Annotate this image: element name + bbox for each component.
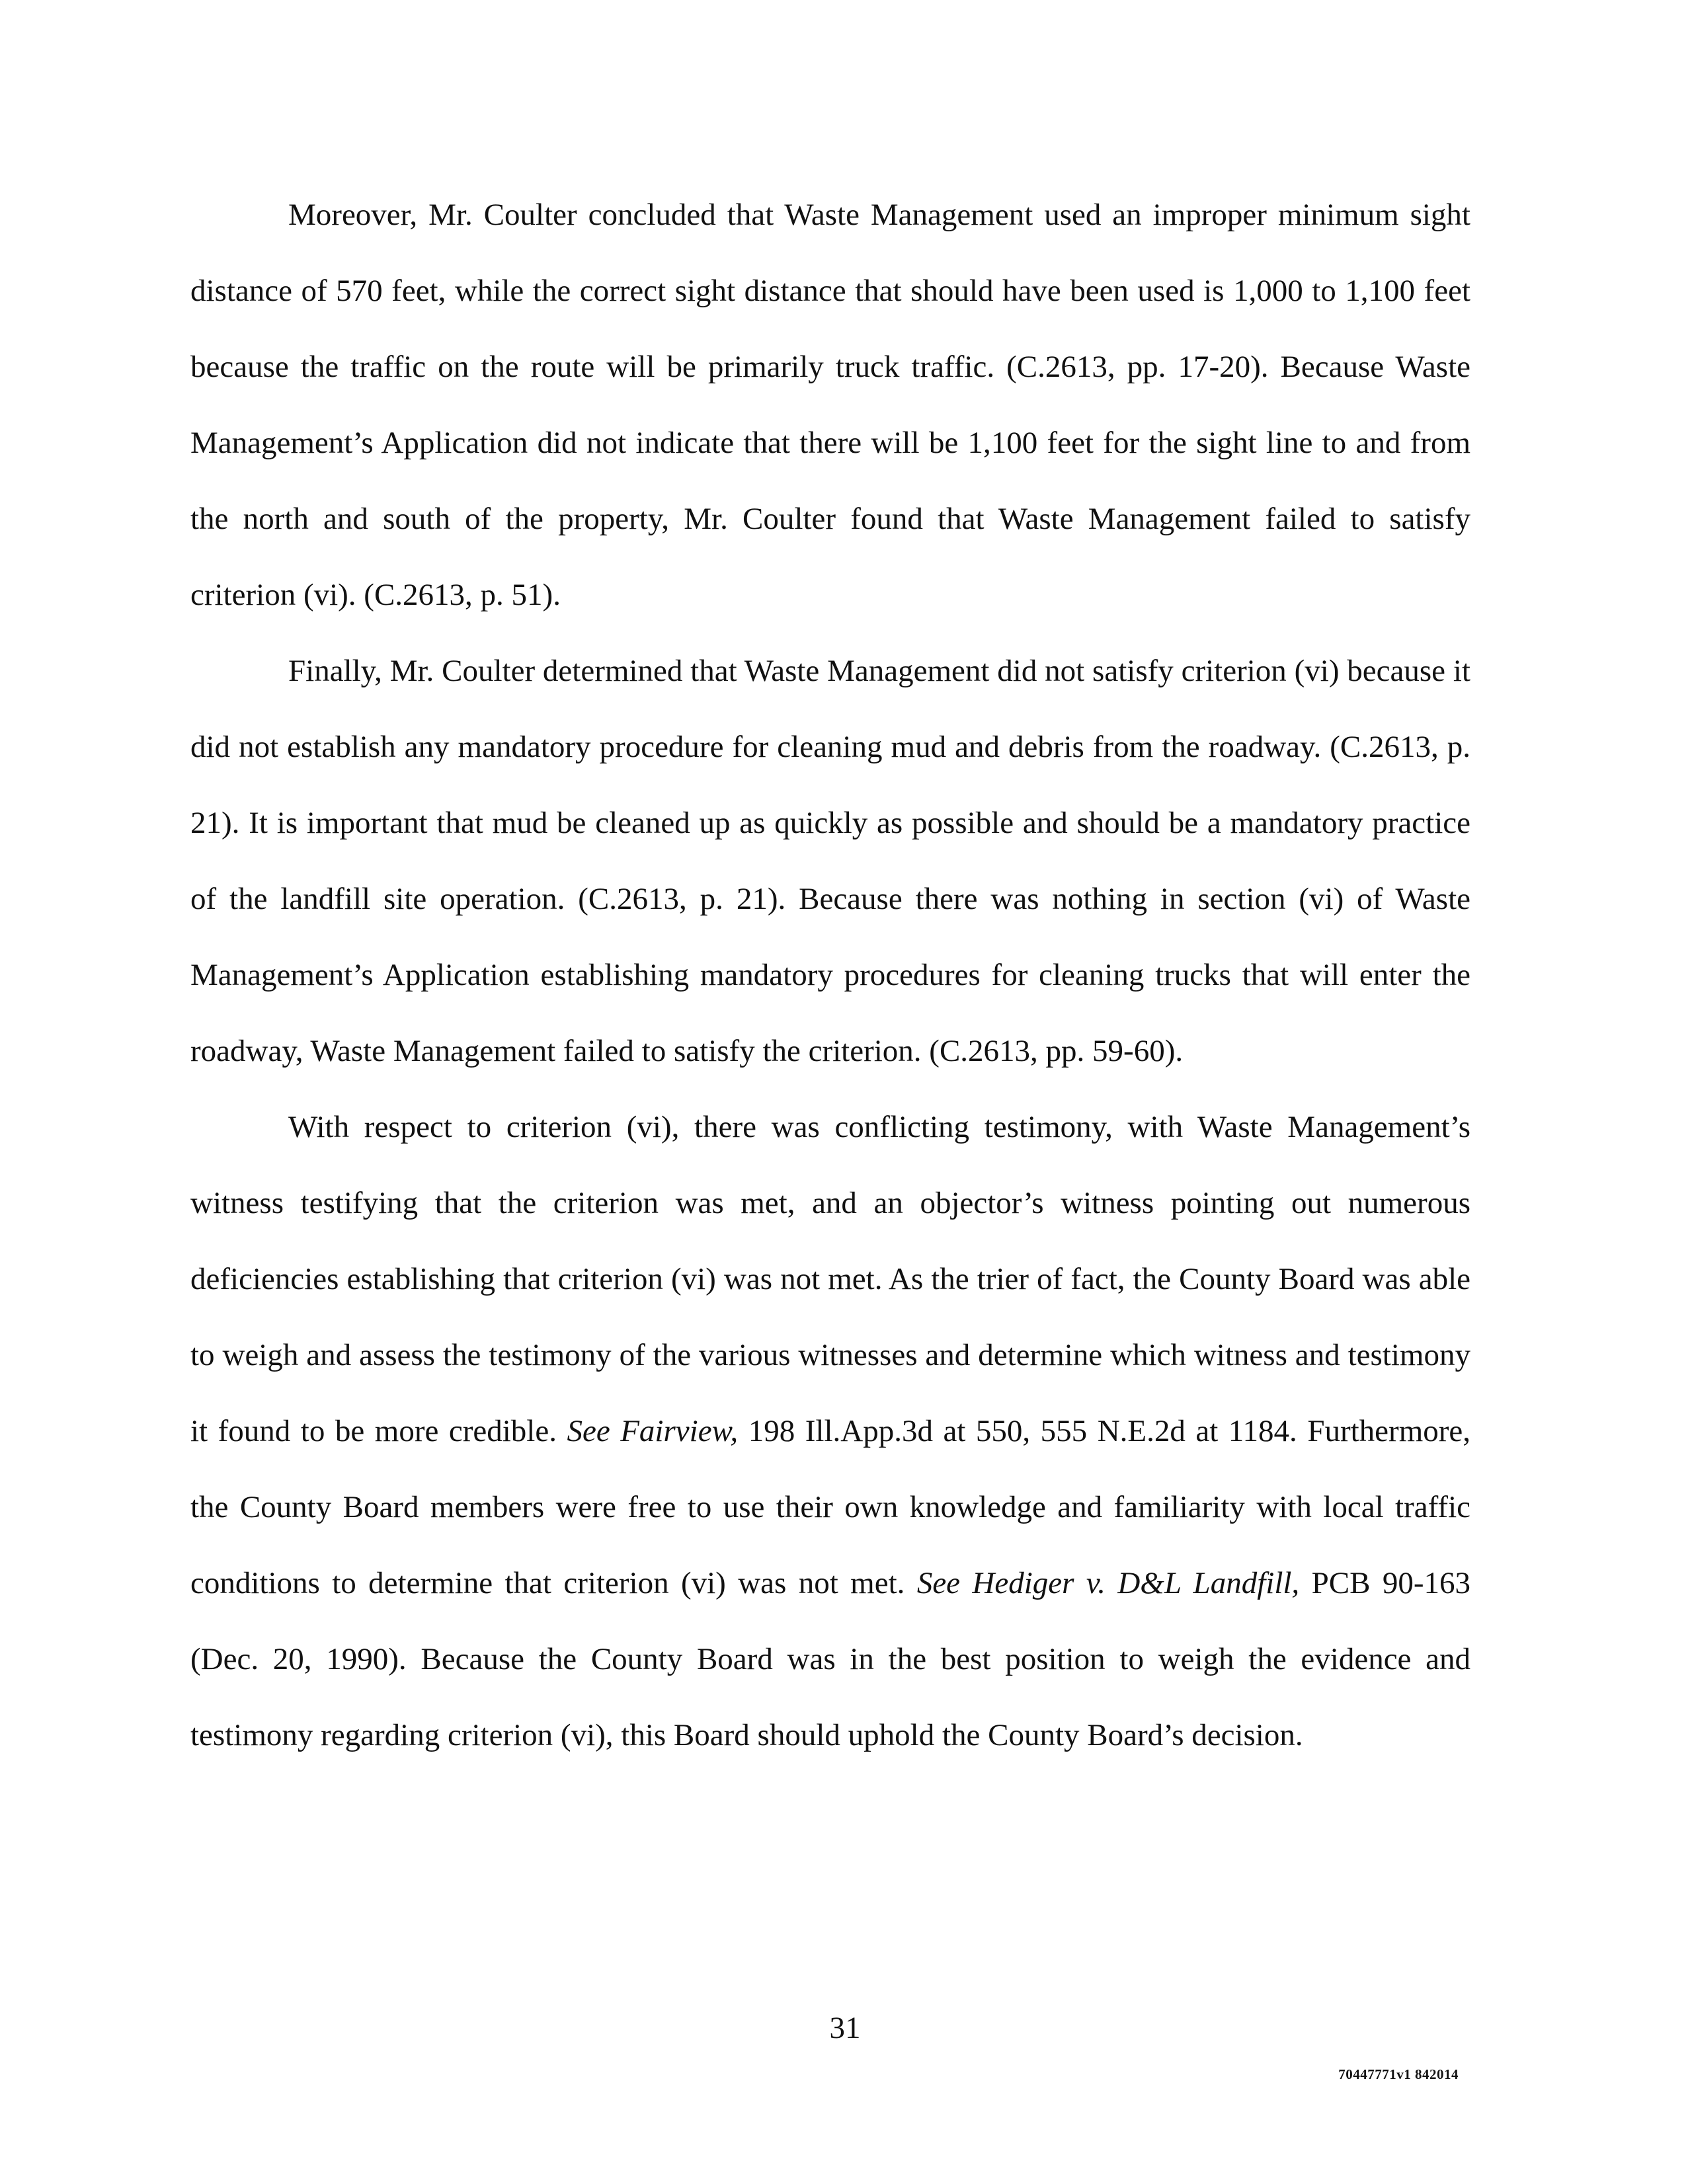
paragraph-conflicting-testimony bbox=[190, 1089, 1470, 1774]
document-id: 70447771v1 842014 bbox=[1338, 2066, 1459, 2082]
body-text bbox=[190, 177, 1470, 1774]
paragraph-mud-debris bbox=[190, 633, 1470, 1089]
page-number: 31 bbox=[829, 2011, 861, 2045]
paragraph-sight-distance bbox=[190, 177, 1470, 633]
case-citation: See Hediger v. D&L Landfill, bbox=[916, 1566, 1300, 1600]
paragraph-text: 198 Ill.App.3d at 550, 555 N.E.2d at 1184. Furthermore, the County Board members were free to use their own knowledge and familiarity with local traffic conditions to determine that criterion (vi) was not met. bbox=[190, 1414, 1471, 1600]
paragraph-text: With respect to criterion (vi), there was conflicting testimony, with Waste Management’s witness testifying that the criterion was met, and an objector’s witness pointing out numerous deficiencies establishing that criterion (vi) was not met. As the trier of fact, the County Board was able to weigh and assess the testimony of the various witnesses and determine which witness and testimony it found to be more credible. bbox=[190, 1110, 1470, 1448]
paragraph-text: Moreover, Mr. Coulter concluded that Waste Management used an improper minimum sight distance of 570 feet, while the correct sight distance that should have been used is 1,000 to 1,100 feet because the traffic on the route will be primarily truck traffic. (C.2613, pp. 17-20). Because Waste Management’s Application did not indicate that there will be 1,100 feet for the sight line to and from the north and south of the property, Mr. Coulter found that Waste Management failed to satisfy criterion (vi). (C.2613, p. 51). bbox=[190, 198, 1470, 612]
case-citation: See Fairview, bbox=[567, 1414, 739, 1448]
paragraph-text: Finally, Mr. Coulter determined that Waste Management did not satisfy criterion (vi) because it did not establish any mandatory procedure for cleaning mud and debris from the roadway. (C.2613, p. 21). It is important that mud be cleaned up as quickly as possible and should be a mandatory practice of the landfill site operation. (C.2613, p. 21). Because there was nothing in section (vi) of Waste Management’s Application establishing mandatory procedures for cleaning trucks that will enter the roadway, Waste Management failed to satisfy the criterion. (C.2613, pp. 59-60). bbox=[190, 654, 1470, 1068]
paragraph-text: PCB 90-163 (Dec. 20, 1990). Because the County Board was in the best position to weigh the evidence and testimony regarding criterion (vi), this Board should uphold the County Board’s decision. bbox=[190, 1566, 1470, 1752]
